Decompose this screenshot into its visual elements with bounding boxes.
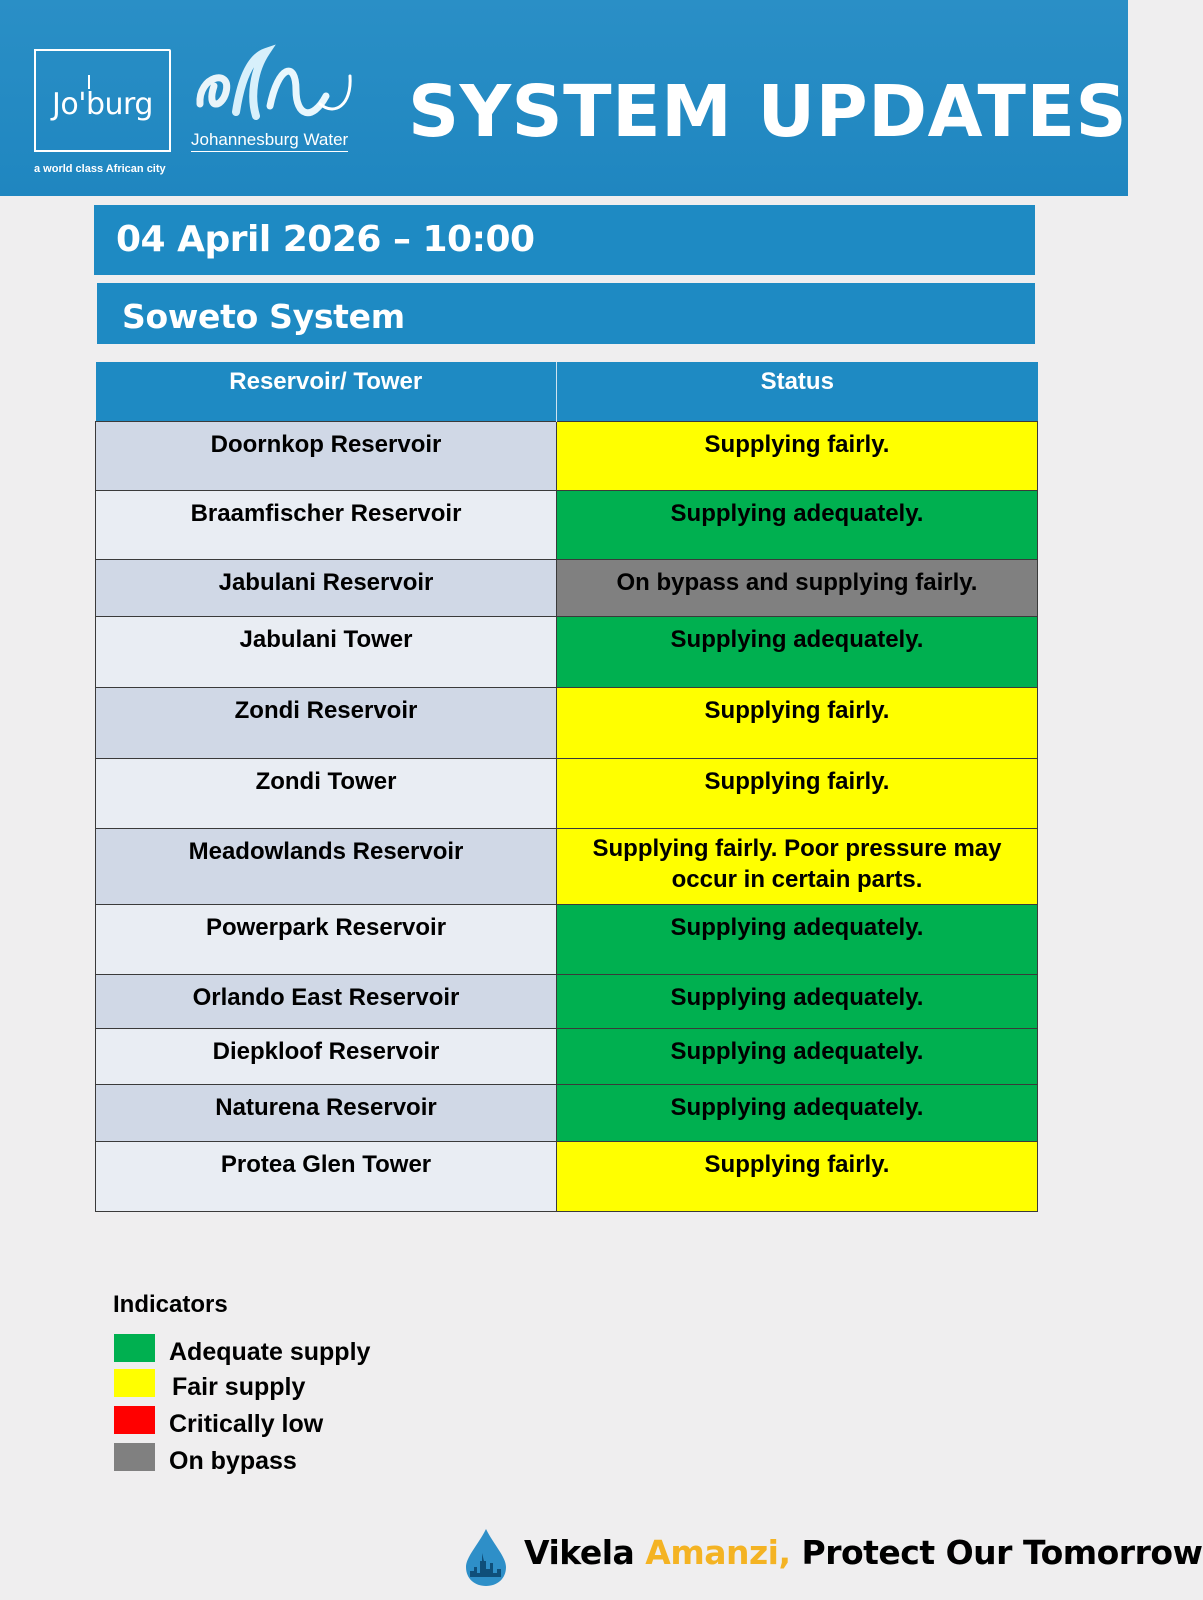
reservoir-name-cell: Powerpark Reservoir	[96, 904, 557, 974]
table-row	[96, 904, 1038, 974]
reservoir-name-cell: Diepkloof Reservoir	[96, 1028, 557, 1084]
status-table	[95, 362, 1038, 1212]
legend-swatch	[114, 1369, 155, 1397]
table-row	[96, 421, 1038, 490]
status-cell: Supplying adequately.	[557, 974, 1038, 1028]
status-cell: Supplying adequately.	[557, 1028, 1038, 1084]
table-body	[96, 421, 1038, 1211]
status-cell: Supplying fairly.	[557, 687, 1038, 758]
reservoir-name-cell: Jabulani Reservoir	[96, 559, 557, 616]
reservoir-name-cell: Zondi Tower	[96, 758, 557, 828]
status-cell: Supplying adequately.	[557, 490, 1038, 559]
reservoir-name-cell: Orlando East Reservoir	[96, 974, 557, 1028]
page-title: SYSTEM UPDATES	[408, 70, 1128, 153]
legend-swatch	[114, 1443, 155, 1471]
legend-label: Critically low	[169, 1410, 324, 1438]
reservoir-name-cell: Braamfischer Reservoir	[96, 490, 557, 559]
slogan-accent: Amanzi,	[645, 1533, 791, 1572]
reservoir-name-cell: Zondi Reservoir	[96, 687, 557, 758]
legend-label: Fair supply	[172, 1373, 306, 1401]
status-cell: On bypass and supplying fairly.	[557, 559, 1038, 616]
status-cell: Supplying fairly. Poor pressure may occur in certain parts.	[557, 828, 1038, 904]
slogan	[524, 1533, 1203, 1572]
status-cell: Supplying fairly.	[557, 758, 1038, 828]
legend-swatch	[114, 1334, 155, 1362]
reservoir-name-cell: Jabulani Tower	[96, 616, 557, 687]
table-row	[96, 559, 1038, 616]
slogan-part2: Protect Our Tomorrow	[790, 1533, 1203, 1572]
reservoir-name-cell: Doornkop Reservoir	[96, 421, 557, 490]
status-cell: Supplying fairly.	[557, 421, 1038, 490]
table-header-row	[96, 362, 1038, 421]
johannesburg-water-wave-icon	[192, 46, 362, 126]
legend-title: Indicators	[113, 1291, 228, 1318]
column-header-reservoir: Reservoir/ Tower	[96, 362, 557, 421]
reservoir-name-cell: Protea Glen Tower	[96, 1141, 557, 1211]
joburg-logo	[34, 49, 171, 152]
table-row	[96, 1028, 1038, 1084]
legend-label: On bypass	[169, 1447, 297, 1475]
tagline: a world class African city	[34, 163, 166, 175]
reservoir-name-cell: Meadowlands Reservoir	[96, 828, 557, 904]
status-cell: Supplying fairly.	[557, 1141, 1038, 1211]
system-name-bar: Soweto System	[97, 283, 1035, 344]
table-row	[96, 687, 1038, 758]
table-row	[96, 490, 1038, 559]
status-cell: Supplying adequately.	[557, 1084, 1038, 1141]
table-row	[96, 1084, 1038, 1141]
status-cell: Supplying adequately.	[557, 616, 1038, 687]
brand-name: Johannesburg Water	[191, 130, 348, 152]
reservoir-name-cell: Naturena Reservoir	[96, 1084, 557, 1141]
header-banner	[0, 0, 1128, 196]
table-row	[96, 974, 1038, 1028]
water-drop-skyline-icon	[464, 1527, 508, 1587]
joburg-logo-text: Jo'burg	[52, 87, 153, 122]
column-header-status: Status	[557, 362, 1038, 421]
table-row	[96, 616, 1038, 687]
date-time-bar: 04 April 2026 – 10:00	[94, 205, 1035, 275]
table-row	[96, 828, 1038, 904]
legend-label: Adequate supply	[169, 1338, 371, 1366]
legend-swatch	[114, 1406, 155, 1434]
table-row	[96, 758, 1038, 828]
status-cell: Supplying adequately.	[557, 904, 1038, 974]
footer	[460, 1525, 1203, 1589]
table-row	[96, 1141, 1038, 1211]
slogan-part1: Vikela	[524, 1533, 646, 1572]
